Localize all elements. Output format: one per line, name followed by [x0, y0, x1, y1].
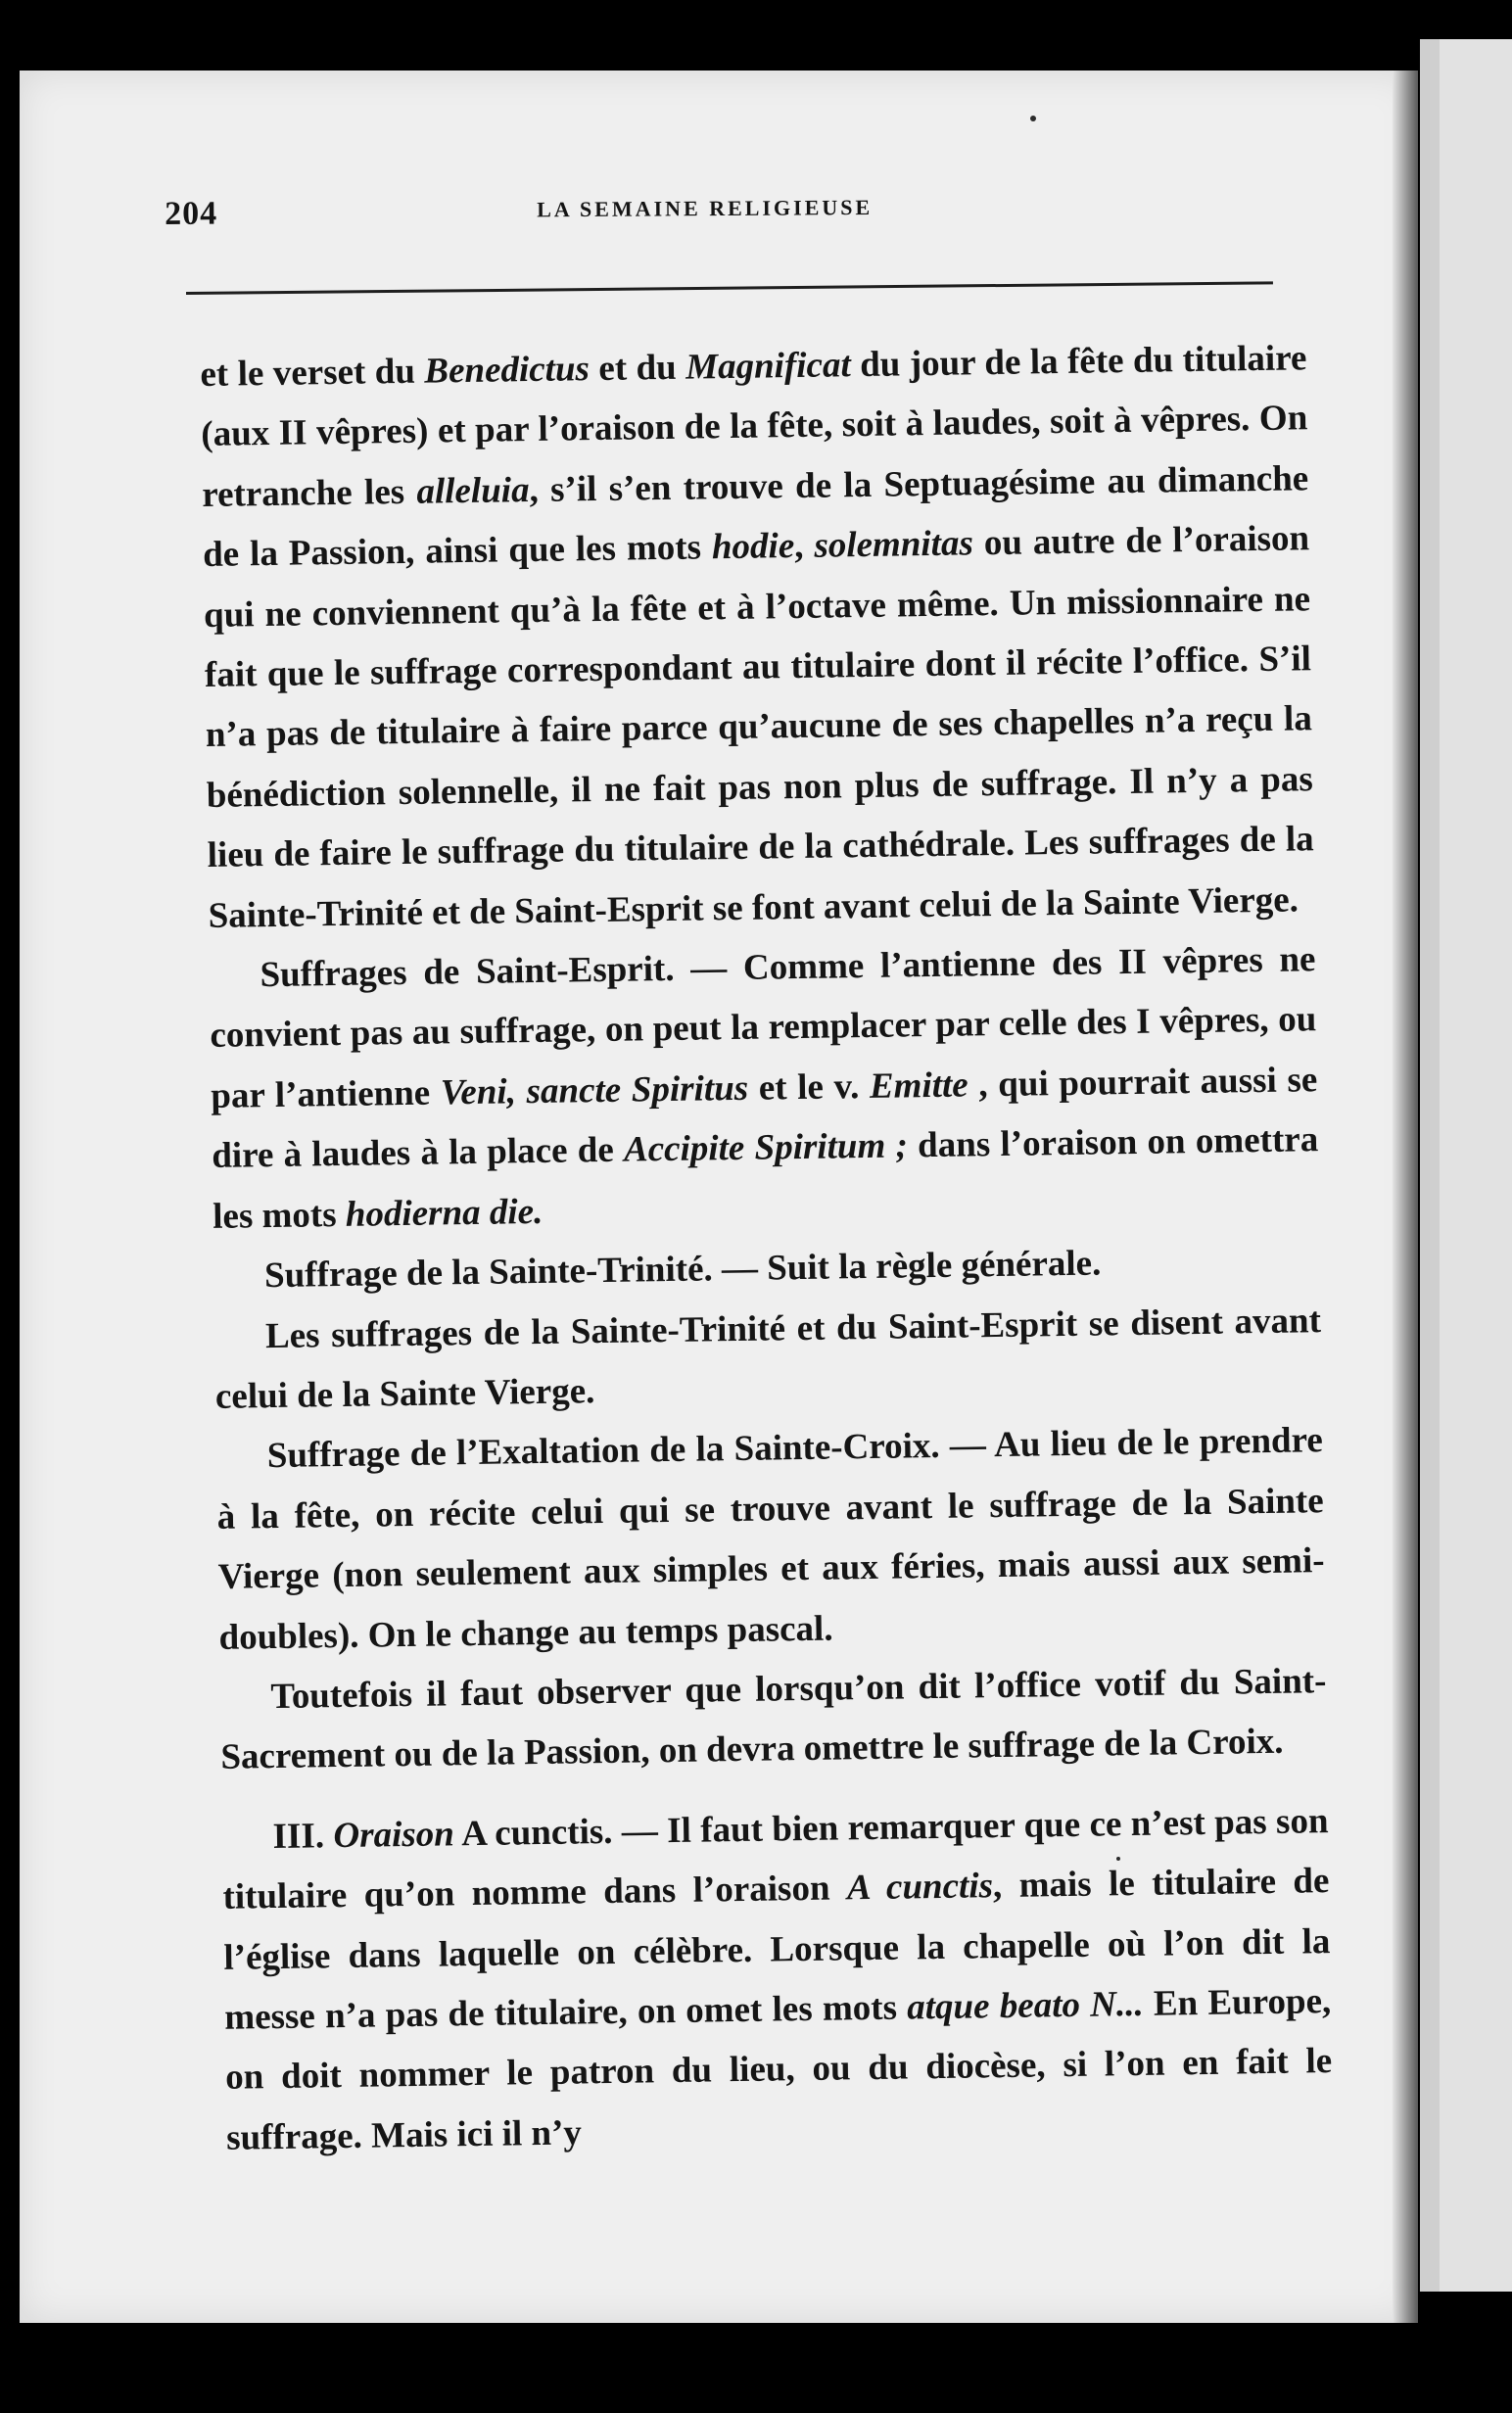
body-paragraph — [221, 1791, 1333, 2168]
text-run: et du — [589, 347, 686, 390]
italic-term: Magnificat — [685, 345, 852, 388]
text-run: Les suffrages de la Sainte-Trinité et du Saint-Esprit se disent avant celui de la Sainte Vierge. — [214, 1300, 1322, 1417]
body-paragraph — [200, 328, 1315, 946]
text-run: , — [793, 525, 815, 567]
italic-term: alleluia — [416, 469, 530, 512]
italic-term: Emitte — [869, 1065, 969, 1107]
text-run: ou autre de l’oraison qui ne conviennent qu’à la fête et à l’octave même. Un missionnaire ne fait que le suffrage correspondant au titulaire dont il récite l’office. S’il n’a pas de titulaire à faire parce qu’aucune de ses chapelles n’a reçu la bénédiction solennelle, il ne fait pas non plus de suffrage. Il n’y a pas lieu de faire le suffrage du titulaire de la cathédrale. Les suffrages de la Sainte-Trinité et de Saint-Esprit se font avant celui de la Sainte Vierge. — [203, 518, 1314, 936]
text-run: , qui pourrait aussi se dire à laudes à la place de — [211, 1060, 1318, 1177]
italic-term: solemnitas — [814, 523, 974, 566]
body-paragraph — [215, 1410, 1326, 1667]
text-run: En Europe, on doit nommer le patron du lieu, ou du diocèse, si l’on en fait le suffrage. Mais ici il n’y — [224, 1981, 1333, 2158]
italic-term: hodierna die. — [345, 1191, 543, 1235]
body-paragraph — [214, 1291, 1323, 1428]
scan-speck — [1030, 116, 1036, 121]
italic-term: Veni, sancte Spiritus — [440, 1067, 749, 1113]
scan-speck — [1116, 1857, 1120, 1861]
facing-page-edge-light — [1440, 39, 1512, 2292]
text-run: et le verset du — [200, 351, 425, 395]
text-run: du jour de la fête du titulaire (aux II vêpres) et par l’oraison de la fête, soit à laudes, soit à vêpres. On retranche les — [201, 338, 1308, 515]
text-run: III. — [272, 1815, 334, 1857]
italic-term: hodie — [711, 526, 795, 568]
body-paragraph — [219, 1651, 1328, 1788]
running-head: LA SEMAINE RELIGIEUSE — [537, 194, 874, 222]
body-paragraph — [209, 929, 1319, 1247]
text-run: Toutefois il faut observer que lorsqu’on dit l’office votif du Saint-Sacrement ou de la Passion, on devra omettre le suffrage de la Croix. — [220, 1661, 1327, 1778]
body-text — [200, 328, 1334, 2168]
italic-term: atque beato N... — [906, 1983, 1144, 2028]
text-run: Suffrages de Saint-Esprit. — Comme l’antienne des II vêpres ne convient pas au suffrage, on peut la remplacer par celle des I vêpres, ou par l’antienne — [210, 939, 1317, 1116]
text-run: , s’il s’en trouve de la Septuagésime au dimanche de la Passion, ainsi que les mots — [202, 458, 1309, 576]
italic-term: Oraison — [333, 1814, 455, 1856]
page-header — [165, 180, 1281, 247]
italic-term: Benedictus — [424, 349, 591, 392]
text-run: dans l’oraison on omettra les mots — [212, 1119, 1319, 1237]
italic-term: A cunctis — [846, 1866, 994, 1909]
text-run: Suffrage de la Sainte-Trinité. — Suit la règle générale. — [263, 1243, 1102, 1297]
italic-term: Accipite Spiritum ; — [623, 1125, 909, 1170]
page-number: 204 — [165, 195, 218, 232]
text-run: , mais le titulaire de l’église dans laquelle on célèbre. Lorsque la chapelle où l’on dit la messe n’a pas de titulaire, on omet les mots — [223, 1861, 1331, 2038]
text-run: et le v. — [747, 1065, 871, 1109]
text-run: A cunctis. — Il faut bien remarquer que ce n’est pas son titulaire qu’on nomme dans l’oraison — [222, 1800, 1329, 1917]
text-run: Suffrage de l’Exaltation de la Sainte-Croix. — Au lieu de le prendre à la fête, on récite celui qui se trouve avant le suffrage de la Sainte Vierge (non seulement aux simples et aux féries, mais aussi aux semi-doubles). On le change au temps pascal. — [216, 1420, 1325, 1658]
